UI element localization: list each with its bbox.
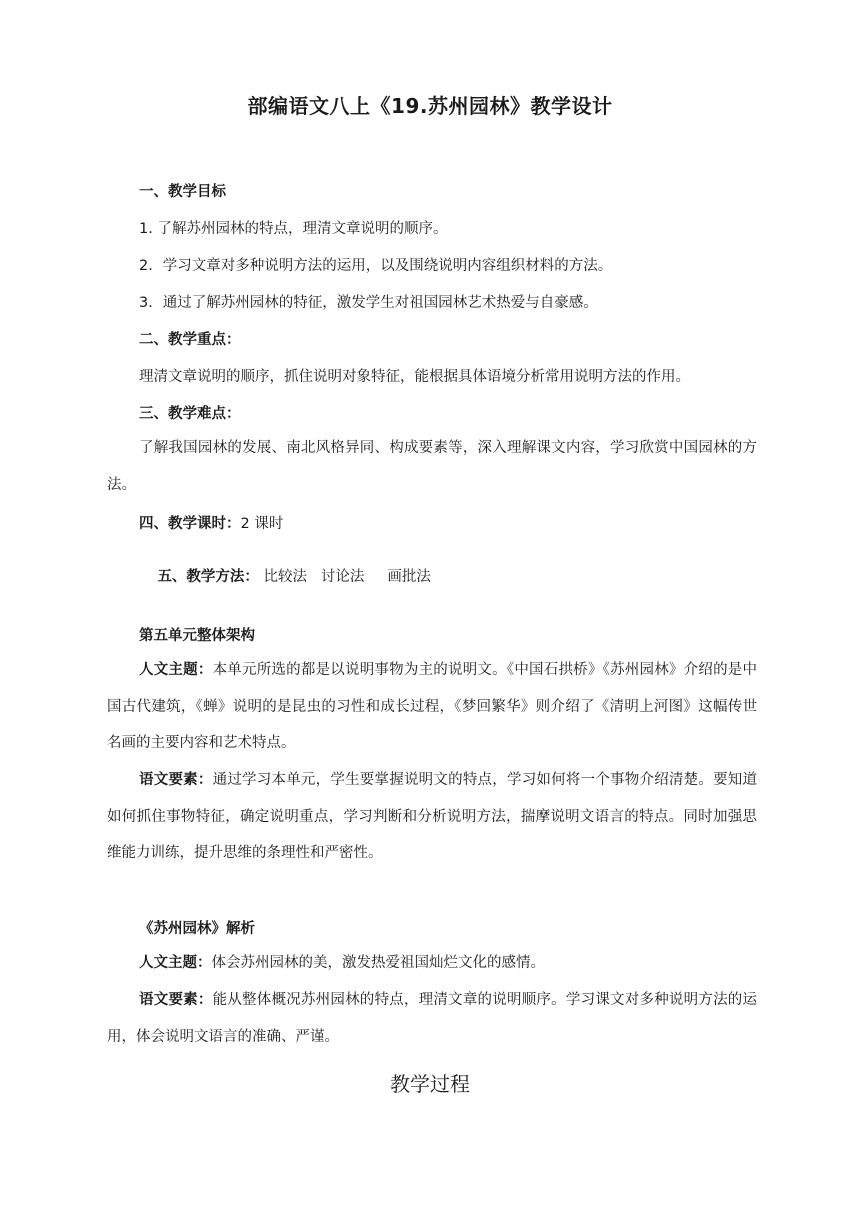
analysis-theme-paragraph [107, 945, 757, 982]
methods-line [139, 549, 789, 602]
goal-item-2: 2．学习文章对多种说明方法的运用，以及围绕说明内容组织材料的方法。 [139, 258, 613, 274]
analysis-elements-paragraph [107, 982, 757, 1055]
goals-heading: 一、教学目标 [139, 184, 226, 200]
hours-label: 四、教学课时： [139, 516, 241, 532]
hours-line [139, 512, 789, 533]
unit-theme-paragraph [107, 652, 757, 762]
difficulties-heading: 三、教学难点： [139, 406, 241, 422]
unit-elements-label: 语文要素： [139, 772, 213, 788]
key-points-text: 理清文章说明的顺序，抓住说明对象特征，能根据具体语境分析常用说明方法的作用。 [139, 369, 690, 385]
analysis-theme-label: 人文主题： [139, 955, 212, 971]
analysis-elements-label: 语文要素： [139, 992, 213, 1008]
methods-value: 比较法 讨论法 画批法 [258, 569, 431, 585]
hours-value: 2 课时 [240, 516, 284, 532]
process-heading: 教学过程 [390, 1072, 470, 1096]
unit-elements-paragraph [107, 762, 757, 872]
unit-heading: 第五单元整体架构 [139, 628, 255, 644]
analysis-theme-text: 体会苏州园林的美，激发热爱祖国灿烂文化的感情。 [211, 955, 545, 971]
unit-theme-label: 人文主题： [139, 662, 213, 678]
difficulties-text: 了解我国园林的发展、南北风格异同、构成要素等，深入理解课文内容，学习欣赏中国园林的方法。 [107, 440, 757, 493]
goal-item-1: 1. 了解苏州园林的特点，理清文章说明的顺序。 [139, 221, 448, 237]
analysis-heading: 《苏州园林》解析 [139, 921, 255, 937]
unit-elements-text: 通过学习本单元，学生要掌握说明文的特点，学习如何将一个事物介绍清楚。要知道如何抓住事物特征，确定说明重点，学习判断和分析说明方法，揣摩说明文语言的特点。同时加强思维能力训练，提升思维的条理性和严密性。 [107, 772, 758, 861]
goal-item-3: 3．通过了解苏州园林的特征，激发学生对祖国园林艺术热爱与自豪感。 [139, 295, 598, 311]
document-title: 部编语文八上《19.苏州园林》教学设计 [247, 94, 613, 118]
methods-label: 五、教学方法： [157, 569, 259, 585]
unit-theme-text: 本单元所选的都是以说明事物为主的说明文。《中国石拱桥》《苏州园林》介绍的是中国古代建筑，《蝉》说明的是昆虫的习性和成长过程，《梦回繁华》则介绍了《清明上河图》这幅传世名画的主要内容和艺术特点。 [107, 662, 758, 751]
analysis-elements-text: 能从整体概况苏州园林的特点，理清文章的说明顺序。学习课文对多种说明方法的运用，体会说明文语言的准确、严谨。 [107, 992, 758, 1045]
key-points-heading: 二、教学重点： [139, 332, 241, 348]
